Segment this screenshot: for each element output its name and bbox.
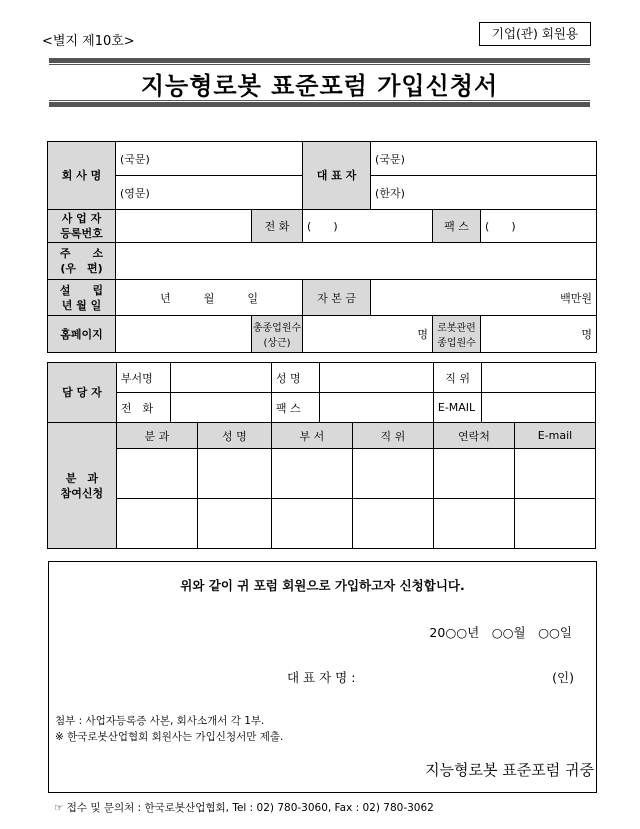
subcommittee-col-header: 성 명 [197, 423, 271, 449]
subcommittee-cell[interactable] [514, 499, 595, 549]
title-rule-top-thin [49, 64, 590, 65]
total-staff-field[interactable]: 명 [303, 316, 433, 353]
subcommittee-cell[interactable] [271, 499, 352, 549]
subcommittee-row [48, 449, 596, 499]
contact-table [47, 362, 596, 549]
representative-kr-field[interactable]: (국문) [371, 142, 597, 176]
phone-label: 전 화 [252, 210, 303, 243]
subcommittee-label: 분 과 참여신청 [48, 423, 117, 549]
address-label: 주 소 (우 편) [48, 243, 116, 280]
subcommittee-cell[interactable] [197, 449, 271, 499]
page-title: 지능형로봇 표준포럼 가입신청서 [140, 72, 499, 100]
subcommittee-col-header: 부 서 [271, 423, 352, 449]
subcommittee-cell[interactable] [352, 449, 433, 499]
total-staff-label: 총종업원수 (상근) [252, 316, 303, 353]
subcommittee-col-header: 분 과 [116, 423, 197, 449]
title-rule-bottom [49, 102, 590, 107]
representative-hanja-field[interactable]: (한자) [371, 176, 597, 210]
contact-fax-field[interactable] [320, 393, 433, 423]
declaration-text: 위와 같이 귀 포럼 회원으로 가입하고자 신청합니다. [180, 578, 465, 593]
founded-date-field[interactable]: 년 월 일 [116, 280, 303, 316]
contact-position-label: 직 위 [433, 363, 482, 393]
contact-email-label: E-MAIL [433, 393, 482, 423]
capital-label: 자 본 금 [303, 280, 371, 316]
phone-field[interactable]: ( ) [303, 210, 433, 243]
contact-label: 담 당 자 [48, 363, 117, 423]
member-type-badge: 기업(관) 회원용 [479, 22, 591, 46]
attachment-note: 첨부 : 사업자등록증 사본, 회사소개서 각 1부. [55, 715, 265, 727]
subcommittee-cell[interactable] [116, 449, 197, 499]
annex-number: <별지 제10호> [42, 34, 135, 49]
company-name-kr-field[interactable]: (국문) [116, 142, 303, 176]
contact-fax-label: 팩 스 [271, 393, 320, 423]
fax-field[interactable]: ( ) [481, 210, 597, 243]
subcommittee-cell[interactable] [352, 499, 433, 549]
seal-mark: (인) [552, 670, 574, 685]
representative-label: 대 표 자 [303, 142, 371, 210]
contact-footer: ☞ 접수 및 문의처 : 한국로봇산업협회, Tel : 02) 780-3060, Fax : 02) 780-3062 [54, 802, 434, 814]
subcommittee-cell[interactable] [116, 499, 197, 549]
subcommittee-row [48, 499, 596, 549]
capital-field[interactable]: 백만원 [371, 280, 597, 316]
subcommittee-cell[interactable] [197, 499, 271, 549]
subcommittee-cell[interactable] [271, 449, 352, 499]
subcommittee-col-header: E-mail [514, 423, 595, 449]
contact-phone-field[interactable] [170, 393, 271, 423]
addressee: 지능형로봇 표준포럼 귀중 [425, 761, 594, 779]
subcommittee-cell[interactable] [433, 499, 514, 549]
robot-staff-field[interactable]: 명 [481, 316, 597, 353]
contact-email-field[interactable] [482, 393, 596, 423]
subcommittee-cell[interactable] [514, 449, 595, 499]
founded-date-label: 설 립 년 월 일 [48, 280, 116, 316]
fax-label: 팩 스 [433, 210, 481, 243]
address-field[interactable] [116, 243, 597, 280]
company-name-en-field[interactable]: (영문) [116, 176, 303, 210]
contact-dept-field[interactable] [170, 363, 271, 393]
title-rule-bottom-thin [49, 100, 590, 101]
contact-name-field[interactable] [320, 363, 433, 393]
declaration-box [48, 561, 597, 793]
company-info-table [47, 141, 597, 353]
title-rule-top [49, 58, 590, 63]
member-note: ※ 한국로봇산업협회 회원사는 가입신청서만 제출. [55, 731, 284, 743]
business-reg-field[interactable] [116, 210, 252, 243]
subcommittee-col-header: 연락처 [433, 423, 514, 449]
contact-name-label: 성 명 [271, 363, 320, 393]
subcommittee-cell[interactable] [433, 449, 514, 499]
company-name-label: 회 사 명 [48, 142, 116, 210]
application-date: 20○○년 ○○월 ○○일 [429, 625, 572, 640]
subcommittee-col-header: 직 위 [352, 423, 433, 449]
contact-position-field[interactable] [482, 363, 596, 393]
robot-staff-label: 로봇관련 종업원수 [433, 316, 481, 353]
business-reg-label: 사 업 자 등록번호 [48, 210, 116, 243]
representative-name-label: 대 표 자 명 : [287, 670, 356, 685]
homepage-field[interactable] [116, 316, 252, 353]
contact-phone-label: 전 화 [116, 393, 170, 423]
contact-dept-label: 부서명 [116, 363, 170, 393]
homepage-label: 홈페이지 [48, 316, 116, 353]
